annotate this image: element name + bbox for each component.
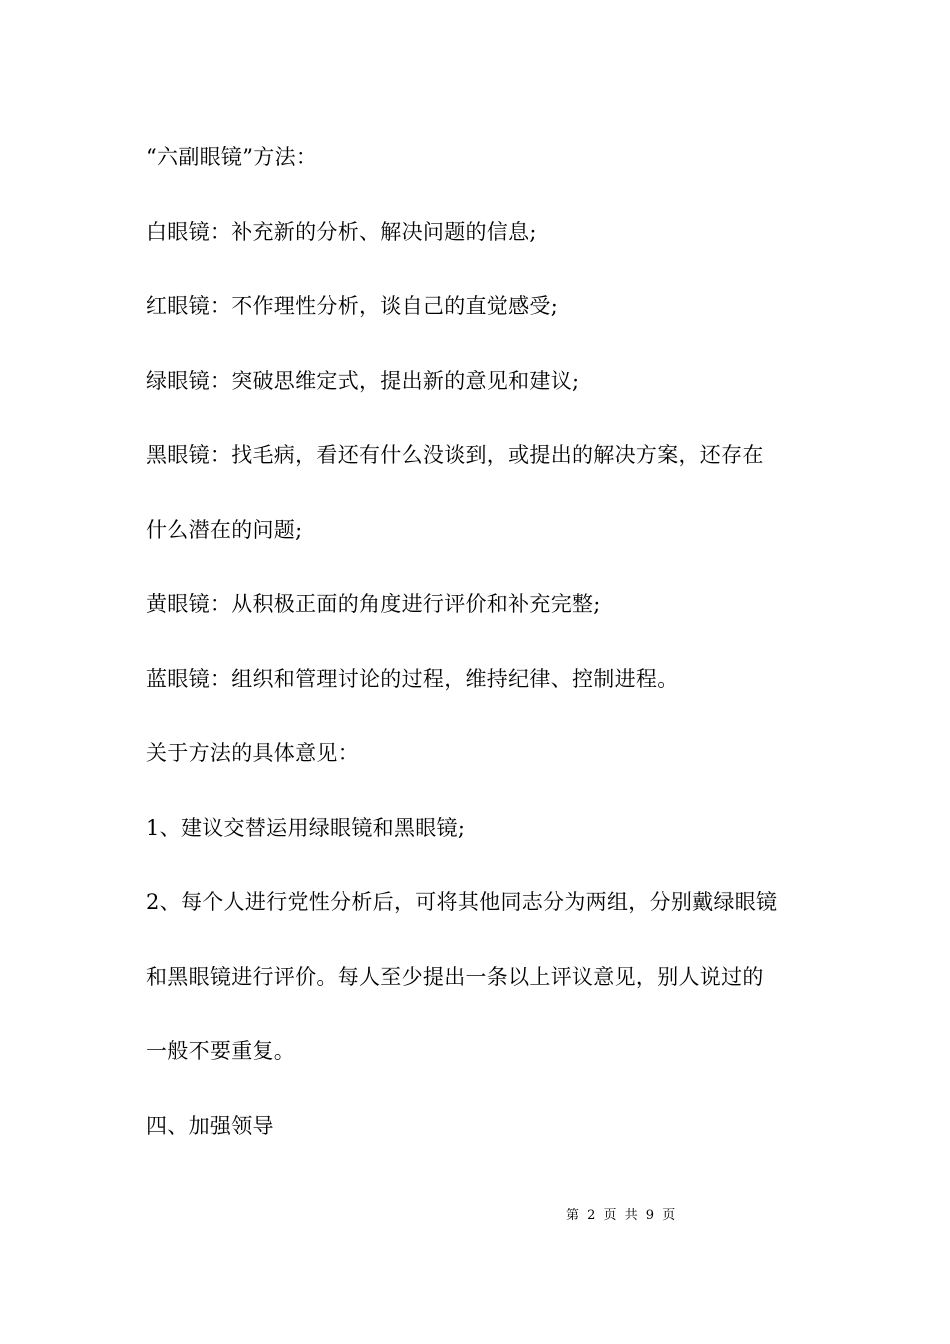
paragraph-white-glasses: 白眼镜：补充新的分析、解决问题的信息; (146, 219, 537, 244)
section-heading-four: 四、加强领导 (146, 1113, 274, 1138)
paragraph-red-glasses: 红眼镜：不作理性分析，谈自己的直觉感受; (146, 294, 559, 318)
list-item-1: 1、建议交替运用绿眼镜和黑眼镜; (146, 815, 466, 840)
paragraph-green-glasses: 绿眼镜：突破思维定式，提出新的意见和建议; (146, 368, 580, 393)
document-body (146, 139, 816, 1182)
list-item-2-line-1: 2、每个人进行党性分析后，可将其他同志分为两组，分别戴绿眼镜 (146, 890, 778, 914)
paragraph-yellow-glasses: 黄眼镜：从积极正面的角度进行评价和补充完整; (146, 592, 601, 616)
paragraph-black-glasses-line-1: 黑眼镜：找毛病，看还有什么没谈到，或提出的解决方案，还存在 (146, 443, 764, 467)
list-item-2-line-3: 一般不要重复。 (146, 1039, 296, 1063)
paragraph-black-glasses-line-2: 什么潜在的问题; (146, 517, 303, 542)
paragraph-blue-glasses: 蓝眼镜：组织和管理讨论的过程，维持纪律、控制进程。 (146, 666, 679, 691)
page-number: 第 2 页 共 9 页 (566, 1208, 678, 1223)
section-heading-method-opinions: 关于方法的具体意见： (146, 741, 359, 765)
list-item-2-line-2: 和黑眼镜进行评价。每人至少提出一条以上评议意见，别人说过的 (146, 964, 764, 989)
section-heading-six-glasses: “六副眼镜”方法： (146, 145, 318, 169)
